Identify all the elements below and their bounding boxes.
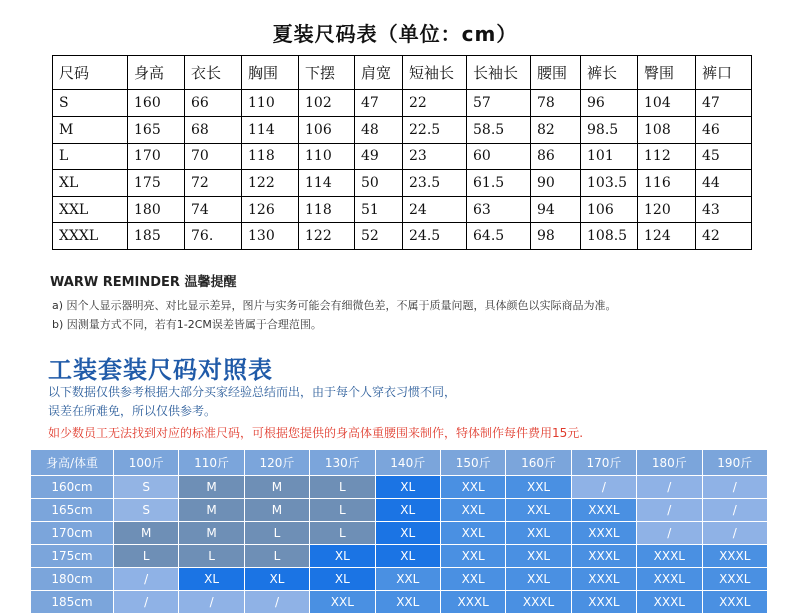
table-header-cell: 190斤 bbox=[702, 450, 767, 476]
table-cell: 106 bbox=[299, 117, 355, 144]
table-cell: XXXL bbox=[53, 223, 128, 250]
table-row bbox=[53, 170, 752, 197]
table-cell: / bbox=[179, 591, 244, 614]
table-cell: 82 bbox=[531, 117, 581, 144]
table-header-cell: 150斤 bbox=[440, 450, 505, 476]
table-cell: XXL bbox=[440, 499, 505, 522]
table-cell: 50 bbox=[355, 170, 403, 197]
table-row bbox=[31, 545, 768, 568]
table-cell: XXL bbox=[440, 476, 505, 499]
table-cell: 78 bbox=[531, 90, 581, 117]
table-cell: 23 bbox=[403, 143, 467, 170]
table-cell: XXL bbox=[440, 545, 505, 568]
table-cell: XXXL bbox=[571, 591, 636, 614]
table-cell: 76. bbox=[185, 223, 242, 250]
table-header-cell: 120斤 bbox=[244, 450, 309, 476]
table-cell: 104 bbox=[638, 90, 696, 117]
table-cell: 60 bbox=[467, 143, 531, 170]
table-cell: XXL bbox=[310, 591, 375, 614]
table-cell: XL bbox=[179, 568, 244, 591]
table-row bbox=[53, 117, 752, 144]
reminder-title: WARW REMINDER 温馨提醒 bbox=[50, 275, 237, 290]
table-cell: 180cm bbox=[31, 568, 114, 591]
table-row bbox=[53, 223, 752, 250]
table-cell: XXXL bbox=[637, 591, 702, 614]
table-cell: 86 bbox=[531, 143, 581, 170]
table-cell: 24 bbox=[403, 196, 467, 223]
table-cell: 23.5 bbox=[403, 170, 467, 197]
custom-order-notice: 如少数员工无法找到对应的标准尺码，可根据您提供的身高体重腰围来制作，特体制作每件费用15元. bbox=[48, 426, 584, 440]
table-cell: 170cm bbox=[31, 522, 114, 545]
table-cell: 103.5 bbox=[581, 170, 638, 197]
table-cell: 46 bbox=[696, 117, 752, 144]
table-cell: S bbox=[114, 499, 179, 522]
table-cell: 106 bbox=[581, 196, 638, 223]
table-cell: 96 bbox=[581, 90, 638, 117]
work-chart-note-1: 以下数据仅供参考根据大部分买家经验总结而出，由于每个人穿衣习惯不同， bbox=[48, 385, 457, 399]
size-chart-title: 夏装尺码表（单位：cm） bbox=[272, 22, 518, 46]
table-cell: / bbox=[571, 476, 636, 499]
table-cell: 124 bbox=[638, 223, 696, 250]
table-header-cell: 身高/体重 bbox=[31, 450, 114, 476]
table-cell: 160cm bbox=[31, 476, 114, 499]
table-cell: XXL bbox=[506, 476, 571, 499]
table-cell: L bbox=[53, 143, 128, 170]
table-cell: 臀围 bbox=[638, 56, 696, 90]
table-header-cell: 170斤 bbox=[571, 450, 636, 476]
table-cell: 116 bbox=[638, 170, 696, 197]
table-header-cell: 160斤 bbox=[506, 450, 571, 476]
table-cell: 90 bbox=[531, 170, 581, 197]
table-cell: L bbox=[310, 499, 375, 522]
table-cell: XXXL bbox=[440, 591, 505, 614]
table-cell: XXXL bbox=[506, 591, 571, 614]
table-cell: 47 bbox=[355, 90, 403, 117]
table-cell: 118 bbox=[242, 143, 299, 170]
table-cell: XXXL bbox=[702, 591, 767, 614]
table-cell: M bbox=[179, 476, 244, 499]
table-cell: 24.5 bbox=[403, 223, 467, 250]
table-cell: 短袖长 bbox=[403, 56, 467, 90]
table-cell: 110 bbox=[299, 143, 355, 170]
table-cell: 98.5 bbox=[581, 117, 638, 144]
table-cell: XXXL bbox=[571, 522, 636, 545]
table-cell: XXL bbox=[506, 568, 571, 591]
table-cell: 122 bbox=[242, 170, 299, 197]
table-cell: XXL bbox=[53, 196, 128, 223]
table-cell: 126 bbox=[242, 196, 299, 223]
table-cell: / bbox=[702, 522, 767, 545]
table-cell: S bbox=[53, 90, 128, 117]
table-cell: XL bbox=[310, 568, 375, 591]
table-cell: / bbox=[244, 591, 309, 614]
table-header-cell: 110斤 bbox=[179, 450, 244, 476]
table-cell: 身高 bbox=[128, 56, 185, 90]
table-cell: 48 bbox=[355, 117, 403, 144]
table-cell: 61.5 bbox=[467, 170, 531, 197]
table-header-cell: 130斤 bbox=[310, 450, 375, 476]
table-cell: 185cm bbox=[31, 591, 114, 614]
table-cell: 51 bbox=[355, 196, 403, 223]
table-cell: XL bbox=[53, 170, 128, 197]
table-cell: 胸围 bbox=[242, 56, 299, 90]
table-cell: 98 bbox=[531, 223, 581, 250]
table-cell: 175cm bbox=[31, 545, 114, 568]
table-cell: 110 bbox=[242, 90, 299, 117]
table-cell: 衣长 bbox=[185, 56, 242, 90]
table-cell: 47 bbox=[696, 90, 752, 117]
table-cell: XXL bbox=[375, 591, 440, 614]
table-cell: XL bbox=[244, 568, 309, 591]
table-cell: 175 bbox=[128, 170, 185, 197]
table-cell: / bbox=[637, 522, 702, 545]
table-cell: XXXL bbox=[637, 545, 702, 568]
table-cell: 22 bbox=[403, 90, 467, 117]
table-header-cell: 140斤 bbox=[375, 450, 440, 476]
work-chart-title: 工装套装尺码对照表 bbox=[48, 356, 273, 384]
table-cell: L bbox=[244, 522, 309, 545]
table-cell: XXL bbox=[506, 545, 571, 568]
table-header-cell: 100斤 bbox=[114, 450, 179, 476]
table-cell: 57 bbox=[467, 90, 531, 117]
table-row bbox=[31, 499, 768, 522]
table-cell: XXXL bbox=[571, 545, 636, 568]
table-cell: 裤口 bbox=[696, 56, 752, 90]
table-cell: 63 bbox=[467, 196, 531, 223]
table-cell: / bbox=[637, 476, 702, 499]
table-cell: 108.5 bbox=[581, 223, 638, 250]
table-cell: 180 bbox=[128, 196, 185, 223]
table-cell: 45 bbox=[696, 143, 752, 170]
table-cell: 下摆 bbox=[299, 56, 355, 90]
table-cell: XL bbox=[375, 522, 440, 545]
table-cell: 108 bbox=[638, 117, 696, 144]
table-cell: L bbox=[310, 522, 375, 545]
table-cell: XXXL bbox=[571, 568, 636, 591]
table-cell: 185 bbox=[128, 223, 185, 250]
table-cell: 70 bbox=[185, 143, 242, 170]
table-cell: 58.5 bbox=[467, 117, 531, 144]
table-cell: 腰围 bbox=[531, 56, 581, 90]
workwear-size-table bbox=[30, 449, 768, 614]
table-cell: 165 bbox=[128, 117, 185, 144]
table-cell: XXXL bbox=[637, 568, 702, 591]
table-cell: 101 bbox=[581, 143, 638, 170]
table-cell: XXL bbox=[375, 568, 440, 591]
table-row bbox=[31, 591, 768, 614]
table-cell: / bbox=[637, 499, 702, 522]
table-cell: 165cm bbox=[31, 499, 114, 522]
table-cell: 112 bbox=[638, 143, 696, 170]
table-cell: 64.5 bbox=[467, 223, 531, 250]
table-cell: 160 bbox=[128, 90, 185, 117]
table-row bbox=[31, 568, 768, 591]
table-cell: / bbox=[702, 476, 767, 499]
table-cell: M bbox=[179, 499, 244, 522]
table-cell: / bbox=[114, 568, 179, 591]
table-cell: 170 bbox=[128, 143, 185, 170]
table-cell: 118 bbox=[299, 196, 355, 223]
table-cell: M bbox=[179, 522, 244, 545]
table-cell: XL bbox=[375, 499, 440, 522]
table-cell: 120 bbox=[638, 196, 696, 223]
table-cell: XXXL bbox=[571, 499, 636, 522]
table-cell: XXL bbox=[440, 522, 505, 545]
table-cell: XXL bbox=[506, 499, 571, 522]
table-cell: L bbox=[244, 545, 309, 568]
table-cell: 122 bbox=[299, 223, 355, 250]
table-cell: 裤长 bbox=[581, 56, 638, 90]
table-cell: 72 bbox=[185, 170, 242, 197]
table-cell: 42 bbox=[696, 223, 752, 250]
table-cell: 52 bbox=[355, 223, 403, 250]
table-cell: 74 bbox=[185, 196, 242, 223]
table-cell: 肩宽 bbox=[355, 56, 403, 90]
table-header-cell: 180斤 bbox=[637, 450, 702, 476]
table-cell: 43 bbox=[696, 196, 752, 223]
table-cell: 94 bbox=[531, 196, 581, 223]
table-cell: L bbox=[179, 545, 244, 568]
table-row bbox=[31, 476, 768, 499]
table-cell: XXXL bbox=[702, 568, 767, 591]
table-cell: 66 bbox=[185, 90, 242, 117]
table-cell: XL bbox=[310, 545, 375, 568]
table-cell: 长袖长 bbox=[467, 56, 531, 90]
table-cell: 114 bbox=[242, 117, 299, 144]
table-cell: / bbox=[702, 499, 767, 522]
table-row bbox=[53, 196, 752, 223]
table-cell: XL bbox=[375, 476, 440, 499]
work-chart-note-2: 误差在所难免，所以仅供参考。 bbox=[48, 404, 217, 418]
table-cell: M bbox=[244, 476, 309, 499]
table-cell: 130 bbox=[242, 223, 299, 250]
table-cell: XXXL bbox=[702, 545, 767, 568]
table-cell: XXL bbox=[506, 522, 571, 545]
table-cell: M bbox=[114, 522, 179, 545]
table-cell: S bbox=[114, 476, 179, 499]
table-header-row bbox=[53, 56, 752, 90]
table-cell: L bbox=[114, 545, 179, 568]
table-cell: 49 bbox=[355, 143, 403, 170]
table-row bbox=[53, 143, 752, 170]
table-cell: M bbox=[244, 499, 309, 522]
table-cell: XXL bbox=[440, 568, 505, 591]
table-cell: 114 bbox=[299, 170, 355, 197]
table-cell: 22.5 bbox=[403, 117, 467, 144]
reminder-line-a: a) 因个人显示器明亮、对比显示差异，图片与实务可能会有细微色差，不属于质量问题，具体颜色以实际商品为准。 bbox=[52, 299, 617, 312]
table-cell: M bbox=[53, 117, 128, 144]
table-cell: 44 bbox=[696, 170, 752, 197]
table-cell: XL bbox=[375, 545, 440, 568]
table-cell: 68 bbox=[185, 117, 242, 144]
reminder-line-b: b) 因测量方式不同，若有1-2CM误差皆属于合理范围。 bbox=[52, 318, 322, 331]
table-cell: 102 bbox=[299, 90, 355, 117]
table-cell: / bbox=[114, 591, 179, 614]
table-header-row bbox=[31, 450, 768, 476]
table-row bbox=[31, 522, 768, 545]
table-cell: L bbox=[310, 476, 375, 499]
summer-size-table bbox=[52, 55, 752, 250]
table-row bbox=[53, 90, 752, 117]
table-cell: 尺码 bbox=[53, 56, 128, 90]
